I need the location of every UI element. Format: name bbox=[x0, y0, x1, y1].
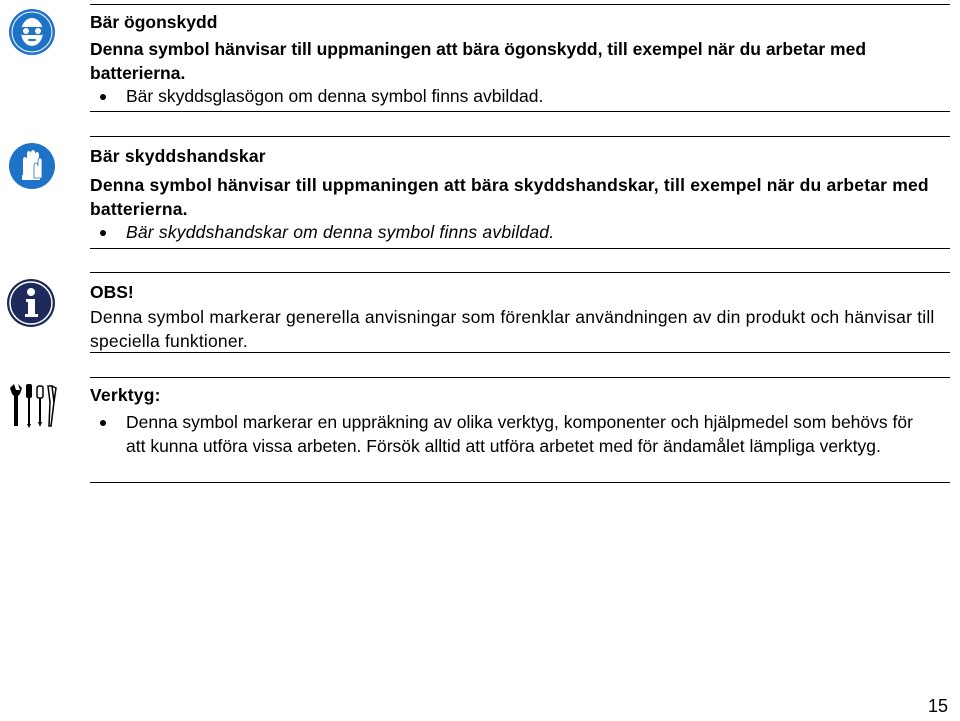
section-title: Verktyg: bbox=[90, 385, 161, 405]
section-gloves bbox=[90, 144, 950, 245]
section-divider bbox=[90, 136, 950, 137]
section-description: Denna symbol hänvisar till uppmaningen att bära ögonskydd, till exempel när du arbetar med batterierna. bbox=[90, 39, 867, 83]
tools-icon bbox=[4, 382, 58, 430]
section-divider bbox=[90, 482, 950, 483]
section-title: Bär skyddshandskar bbox=[90, 146, 266, 166]
section-description: Denna symbol markerar generella anvisningar som förenklar användningen av din produkt och hänvisar till speciella funktioner. bbox=[90, 307, 935, 351]
bullet-text: Bär skyddsglasögon om denna symbol finns avbildad. bbox=[126, 86, 544, 106]
section-info bbox=[90, 280, 950, 353]
page-number: 15 bbox=[927, 696, 948, 716]
gloves-icon bbox=[8, 142, 56, 190]
bullet-text: Bär skyddshandskar om denna symbol finns avbildad. bbox=[126, 222, 555, 242]
section-title: OBS! bbox=[90, 282, 134, 302]
bullet-item bbox=[90, 411, 950, 458]
info-icon bbox=[6, 278, 56, 328]
bullet-item bbox=[90, 221, 950, 245]
section-divider bbox=[90, 377, 950, 378]
section-divider bbox=[90, 272, 950, 273]
section-title: Bär ögonskydd bbox=[90, 12, 218, 32]
section-divider bbox=[90, 248, 950, 249]
bullet-item bbox=[90, 85, 950, 109]
eye-protection-icon bbox=[8, 8, 56, 56]
section-divider bbox=[90, 111, 950, 112]
section-tools bbox=[90, 383, 950, 458]
section-divider bbox=[90, 352, 950, 353]
section-description: Denna symbol hänvisar till uppmaningen att bära skyddshandskar, till exempel när du arbetar med batterierna. bbox=[90, 175, 929, 219]
section-divider bbox=[90, 4, 950, 5]
bullet-text: Denna symbol markerar en uppräkning av olika verktyg, komponenter och hjälpmedel som behövs för att kunna utföra vissa arbeten. Försök alltid att utföra arbetet med för ändamålet lämpliga verktyg. bbox=[126, 412, 913, 456]
section-eye-protection bbox=[90, 10, 950, 109]
